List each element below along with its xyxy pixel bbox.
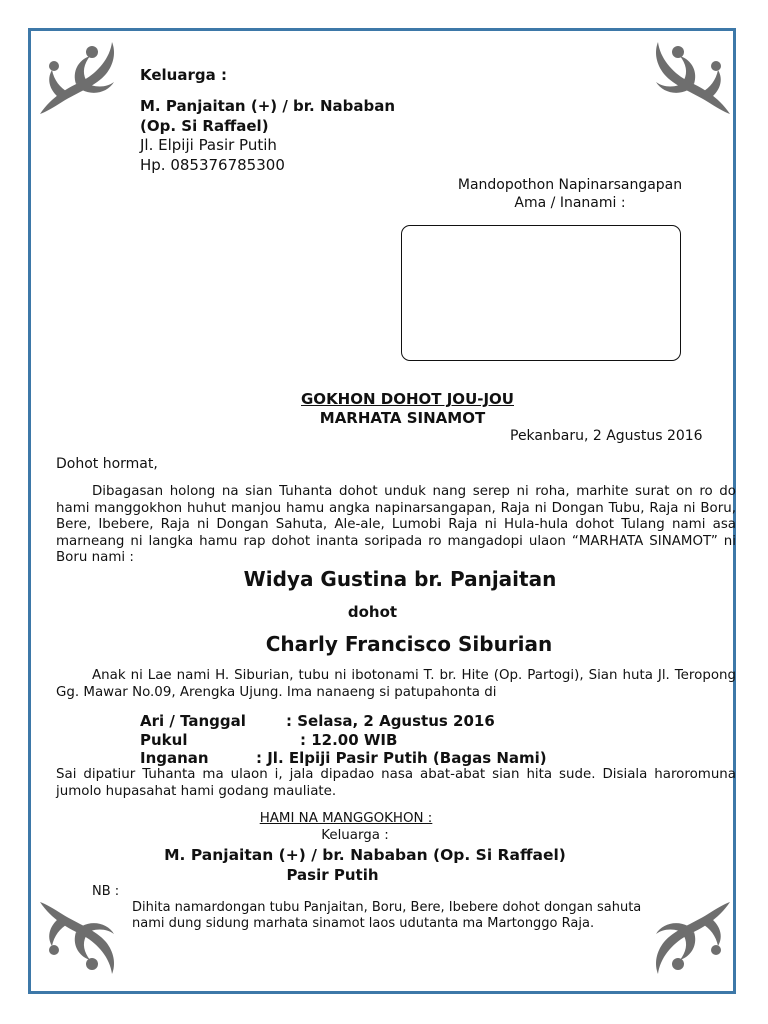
sender-address: Jl. Elpiji Pasir Putih — [140, 136, 277, 154]
place-date: Pekanbaru, 2 Agustus 2016 — [510, 428, 703, 444]
recipient-name-box — [401, 225, 681, 361]
event-time-value: : 12.00 WIB — [300, 731, 398, 749]
title-line2: MARHATA SINAMOT — [319, 409, 486, 427]
title-line1: GOKHON DOHOT JOU-JOU — [301, 390, 514, 408]
sender-phone: Hp. 085376785300 — [140, 156, 285, 174]
greeting: Dohot hormat, — [56, 456, 158, 472]
groom-description: Anak ni Lae nami H. Siburian, tubu ni ibotonami T. br. Hite (Op. Partogi), Sian huta Jl. Teropong Gg. Mawar No.09, Arengka Ujung. Ima nanaeng si patupahonta di — [56, 668, 736, 700]
event-place-value: : Jl. Elpiji Pasir Putih (Bagas Nami) — [256, 749, 547, 767]
conjunction: dohot — [347, 603, 398, 621]
signature-place: Pasir Putih — [286, 866, 379, 884]
event-day-label: Ari / Tanggal — [140, 712, 246, 730]
recipient-line1: Mandopothon Napinarsangapan — [457, 177, 683, 193]
event-place-label: Inganan — [140, 749, 209, 767]
event-day-value: : Selasa, 2 Agustus 2016 — [286, 712, 495, 730]
corner-ornament-top-left-icon — [32, 30, 122, 120]
groom-name: Charly Francisco Siburian — [265, 632, 553, 656]
corner-ornament-top-right-icon — [648, 30, 738, 120]
corner-ornament-bottom-left-icon — [32, 896, 122, 986]
bride-name: Widya Gustina br. Panjaitan — [243, 567, 557, 591]
sender-heading: Keluarga : — [140, 66, 227, 84]
nb-label: NB : — [92, 884, 120, 899]
signature-heading: HAMI NA MANGGOKHON : — [259, 811, 433, 826]
intro-paragraph: Dibagasan holong na sian Tuhanta dohot unduk nang serep ni roha, marhite surat on ro do hami manggokhon huhut manjou hamu angka napinarsangapan, Raja ni Dongan Tubu, Raja ni Boru, Bere, Ibebere, Raja ni Dongan Sahuta, Ale-ale, Lumobi Raja ni Hula-hula dohot Tulang nami asa marneang ni langka hamu rap dohot inanta soripada ro mangadopi ulaon “MARHATA SINAMOT” ni Boru nami : — [56, 484, 736, 565]
sender-name: M. Panjaitan (+) / br. Nababan — [140, 97, 396, 115]
nb-text: Dihita namardongan tubu Panjaitan, Boru, Bere, Ibebere dohot dongan sahuta nami dung sidung marhata sinamot laos udutanta ma Martonggo Raja. — [132, 900, 642, 931]
corner-ornament-bottom-right-icon — [648, 896, 738, 986]
closing-paragraph: Sai dipatiur Tuhanta ma ulaon i, jala dipadao nasa abat-abat sian hita sude. Disiala haroromuna jumolo hupasahat hami godang mauliate. — [56, 767, 736, 799]
sender-alias: (Op. Si Raffael) — [140, 117, 269, 135]
recipient-line2: Ama / Inanami : — [514, 195, 626, 211]
signature-name: M. Panjaitan (+) / br. Nababan (Op. Si Raffael) — [164, 846, 566, 864]
signature-keluarga: Keluarga : — [321, 828, 389, 843]
event-time-label: Pukul — [140, 731, 188, 749]
